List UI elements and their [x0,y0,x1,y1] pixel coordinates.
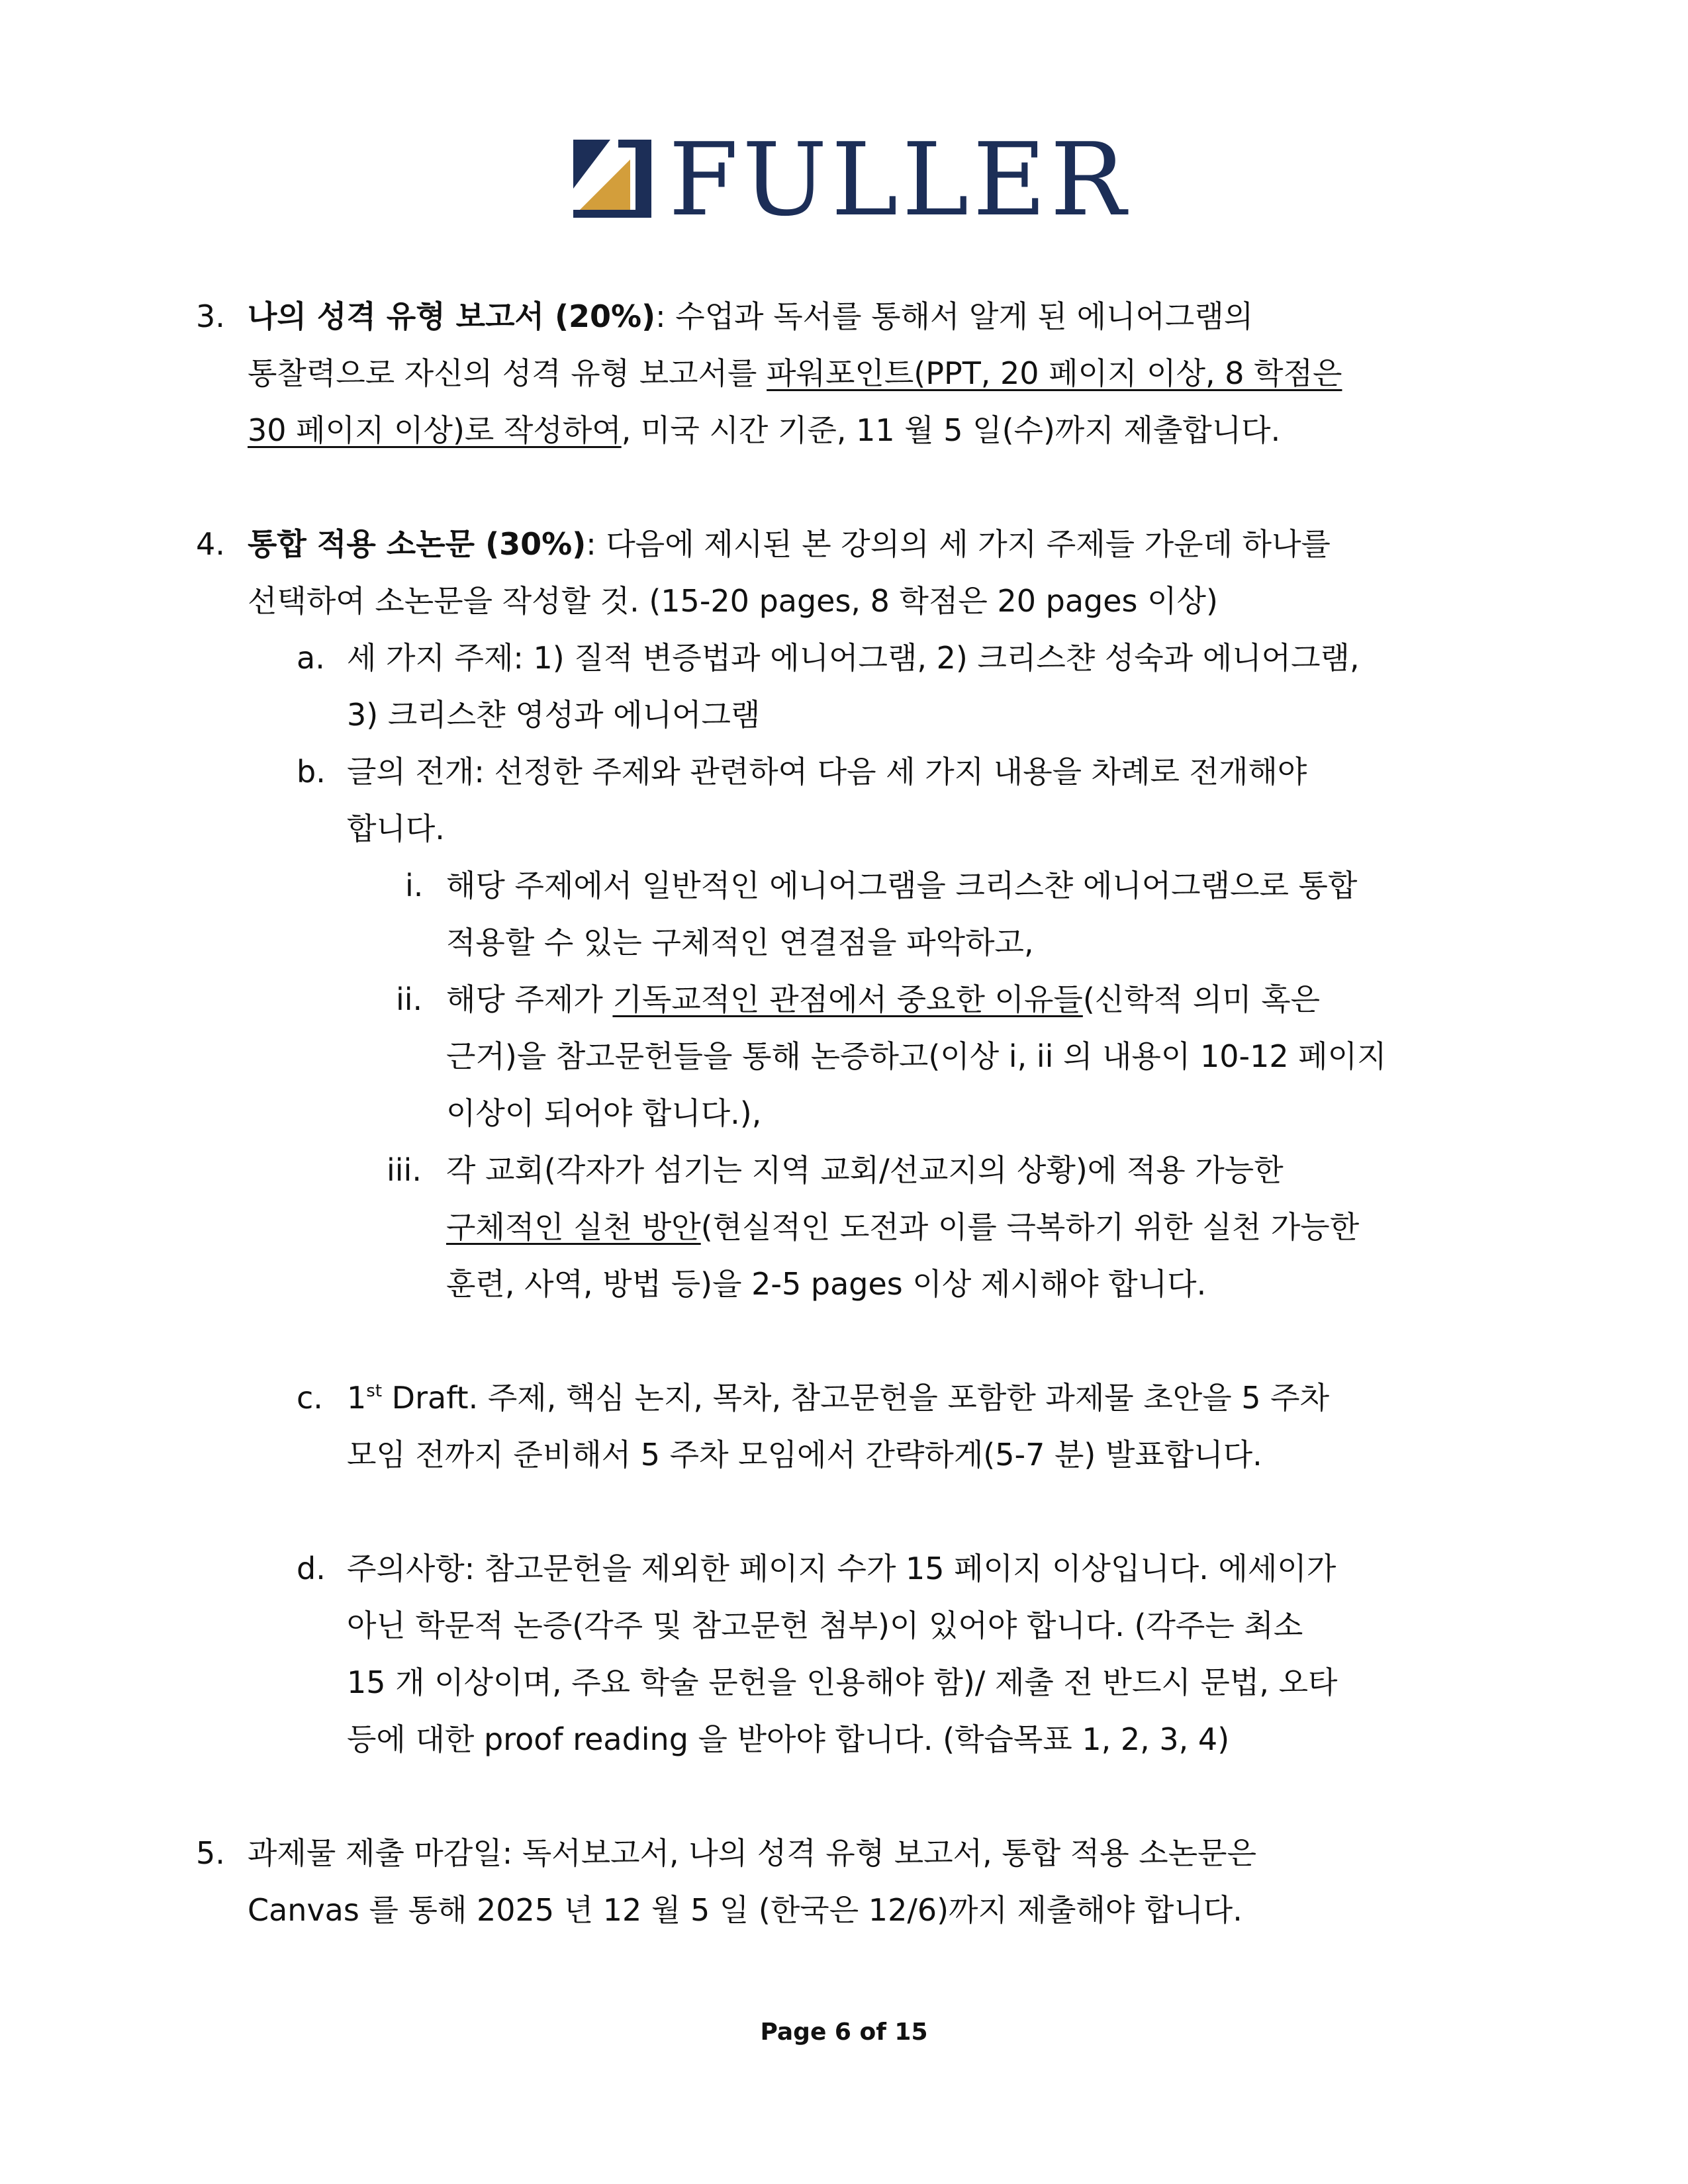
item3-line1: 나의 성격 유형 보고서 (20%): 수업과 독서를 통해서 알게 된 에니어그램의 [248,298,1254,334]
roman-numeral: ii. [396,981,423,1017]
item5-line2: Canvas 를 통해 2025 년 12 월 5 일 (한국은 12/6)까지 제출해야 합니다. [248,1892,1243,1928]
item4biii-line2: 구체적인 실천 방안(현실적인 도전과 이를 극복하기 위한 실천 가능한 [446,1209,1360,1245]
item-title: 통합 적용 소논문 (30%) [248,526,586,562]
item4bii-line2: 근거)을 참고문헌들을 통해 논증하고(이상 i, ii 의 내용이 10-12 페이지 [446,1038,1387,1074]
item-number: 3. [196,298,225,334]
item4bi-line1: 해당 주제에서 일반적인 에니어그램을 크리스챤 에니어그램으로 통합 [446,868,1358,903]
page-number: Page 6 of 15 [760,2019,928,2046]
item4biii-line1: 각 교회(각자가 섬기는 지역 교회/선교지의 상황)에 적용 가능한 [446,1152,1284,1188]
subitem-letter: a. [297,640,325,676]
item4bii-line1: 해당 주제가 기독교적인 관점에서 중요한 이유들(신학적 의미 혹은 [446,981,1321,1017]
item4a-line1: 세 가지 주제: 1) 질적 변증법과 에니어그램, 2) 크리스챤 성숙과 에니어그램, [347,640,1360,676]
item4d-line1: 주의사항: 참고문헌을 제외한 페이지 수가 15 페이지 이상입니다. 에세이가 [347,1551,1336,1586]
item4c-line2: 모임 전까지 준비해서 5 주차 모임에서 간략하게(5-7 분) 발표합니다. [347,1437,1262,1473]
subitem-letter: b. [297,754,326,790]
item4b-line1: 글의 전개: 선정한 주제와 관련하여 다음 세 가지 내용을 차례로 전개해야 [347,754,1307,790]
item4-line1: 통합 적용 소논문 (30%): 다음에 제시된 본 강의의 세 가지 주제들 가운데 하나를 [248,526,1331,562]
item-title: 나의 성격 유형 보고서 (20%) [248,298,656,334]
item4b-line2: 합니다. [347,811,445,846]
subitem-letter: c. [297,1380,323,1416]
item3-line3: 30 페이지 이상)로 작성하여, 미국 시간 기준, 11 월 5 일(수)까지 제출합니다. [248,412,1281,448]
item4d-line2: 아닌 학문적 논증(각주 및 참고문헌 첨부)이 있어야 합니다. (각주는 최소 [347,1608,1303,1643]
roman-numeral: iii. [387,1152,422,1188]
item-number: 5. [196,1835,225,1871]
fuller-book-icon [569,136,655,222]
item4bii-line3: 이상이 되어야 합니다.), [446,1095,762,1131]
roman-numeral: i. [405,868,424,903]
item4c-line1: 1st Draft. 주제, 핵심 논지, 목차, 참고문헌을 포함한 과제물 초안을 5 주차 [347,1380,1330,1416]
item4d-line3: 15 개 이상이며, 주요 학술 문헌을 인용해야 함)/ 제출 전 반드시 문법, 오타 [347,1664,1338,1700]
fuller-logo [569,121,1130,238]
logo-wordmark: FULLER [669,121,1130,238]
item4bi-line2: 적용할 수 있는 구체적인 연결점을 파악하고, [446,925,1034,960]
item4d-line4: 등에 대한 proof reading 을 받아야 합니다. (학습목표 1, 2, 3, 4) [347,1721,1230,1757]
item4a-line2: 3) 크리스챤 영성과 에니어그램 [347,697,761,733]
item5-line1: 과제물 제출 마감일: 독서보고서, 나의 성격 유형 보고서, 통합 적용 소논문은 [248,1835,1257,1871]
subitem-letter: d. [297,1551,326,1586]
item4-line2: 선택하여 소논문을 작성할 것. (15-20 pages, 8 학점은 20 pages 이상) [248,583,1218,619]
item4biii-line3: 훈련, 사역, 방법 등)을 2-5 pages 이상 제시해야 합니다. [446,1266,1207,1302]
item-number: 4. [196,526,225,562]
item3-line2: 통찰력으로 자신의 성격 유형 보고서를 파워포인트(PPT, 20 페이지 이상, 8 학점은 [248,355,1342,391]
